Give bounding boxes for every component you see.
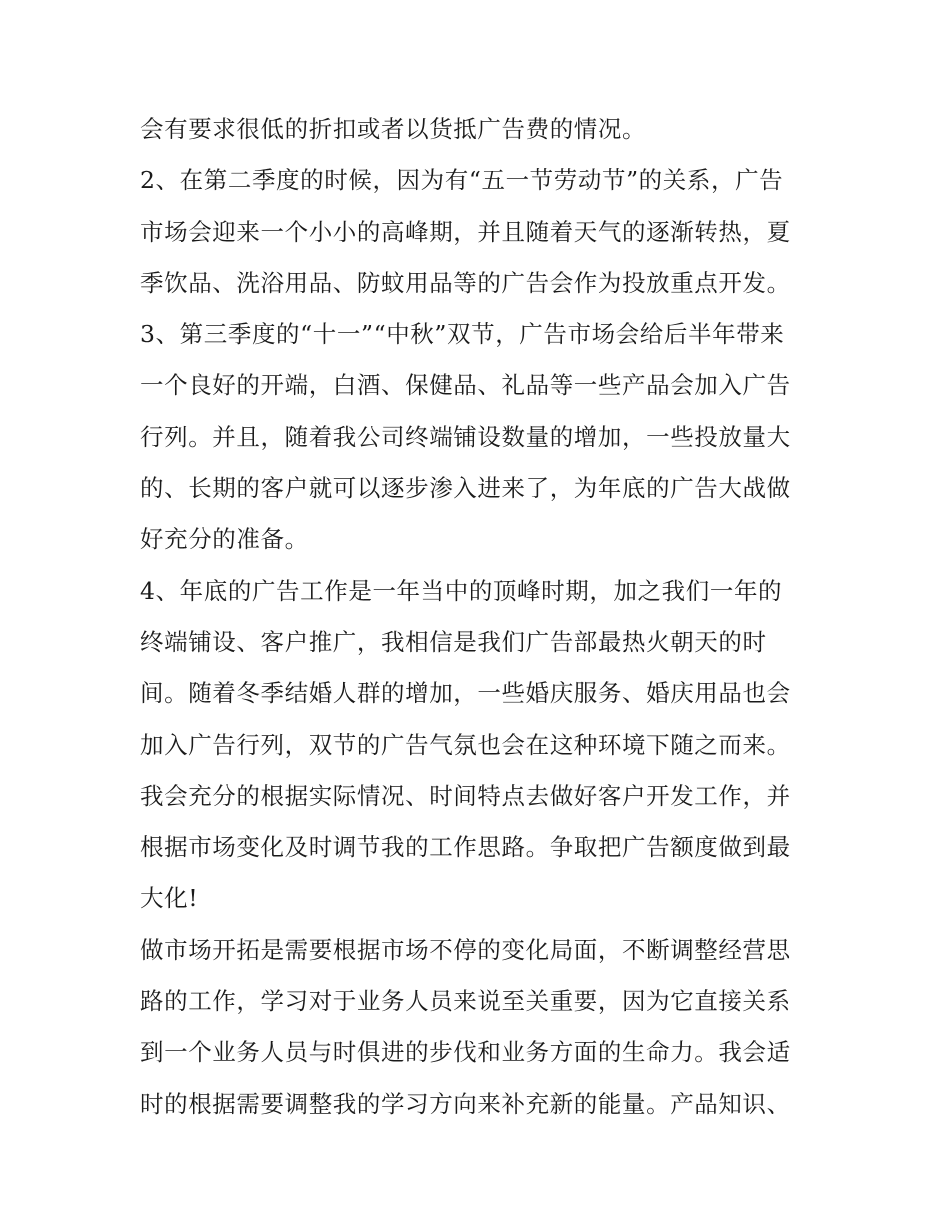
text-line: 时的根据需要调整我的学习方向来补充新的能量。产品知识、 bbox=[140, 1089, 791, 1118]
text-line: 加入广告行列，双节的广告气氛也会在这种环境下随之而来。 bbox=[140, 730, 791, 759]
text-line: 季饮品、洗浴用品、防蚊用品等的广告会作为投放重点开发。 bbox=[140, 268, 791, 297]
text-line: 会有要求很低的折扣或者以货抵广告费的情况。 bbox=[140, 115, 647, 143]
text-line: 2、在第二季度的时候，因为有“五一节劳动节”的关系，广告 bbox=[140, 166, 784, 195]
text-line: 大化! bbox=[140, 884, 199, 913]
text-line: 市场会迎来一个小小的高峰期，并且随着天气的逐渐转热，夏 bbox=[140, 217, 791, 246]
text-line: 一个良好的开端，白酒、保健品、礼品等一些产品会加入广告 bbox=[140, 371, 791, 400]
text-line: 好充分的准备。 bbox=[140, 525, 309, 554]
text-line: 路的工作，学习对于业务人员来说至关重要，因为它直接关系 bbox=[140, 987, 791, 1016]
text-line: 4、年底的广告工作是一年当中的顶峰时期，加之我们一年的 bbox=[140, 576, 783, 605]
text-line: 根据市场变化及时调节我的工作思路。争取把广告额度做到最 bbox=[140, 833, 791, 862]
text-line: 我会充分的根据实际情况、时间特点去做好客户开发工作，并 bbox=[140, 781, 791, 810]
text-line: 终端铺设、客户推广，我相信是我们广告部最热火朝天的时 bbox=[140, 627, 767, 656]
text-line: 间。随着冬季结婚人群的增加，一些婚庆服务、婚庆用品也会 bbox=[140, 679, 791, 708]
document-body bbox=[140, 104, 820, 1130]
text-line: 3、第三季度的“十一”“中秋”双节，广告市场会给后半年带来 bbox=[140, 320, 785, 349]
text-line: 行列。并且，随着我公司终端铺设数量的增加，一些投放量大 bbox=[140, 422, 791, 451]
text-line: 到一个业务人员与时俱进的步伐和业务方面的生命力。我会适 bbox=[140, 1038, 791, 1067]
text-line: 做市场开拓是需要根据市场不停的变化局面，不断调整经营思 bbox=[140, 935, 791, 964]
text-line: 的、长期的客户就可以逐步渗入进来了，为年底的广告大战做 bbox=[140, 474, 791, 503]
